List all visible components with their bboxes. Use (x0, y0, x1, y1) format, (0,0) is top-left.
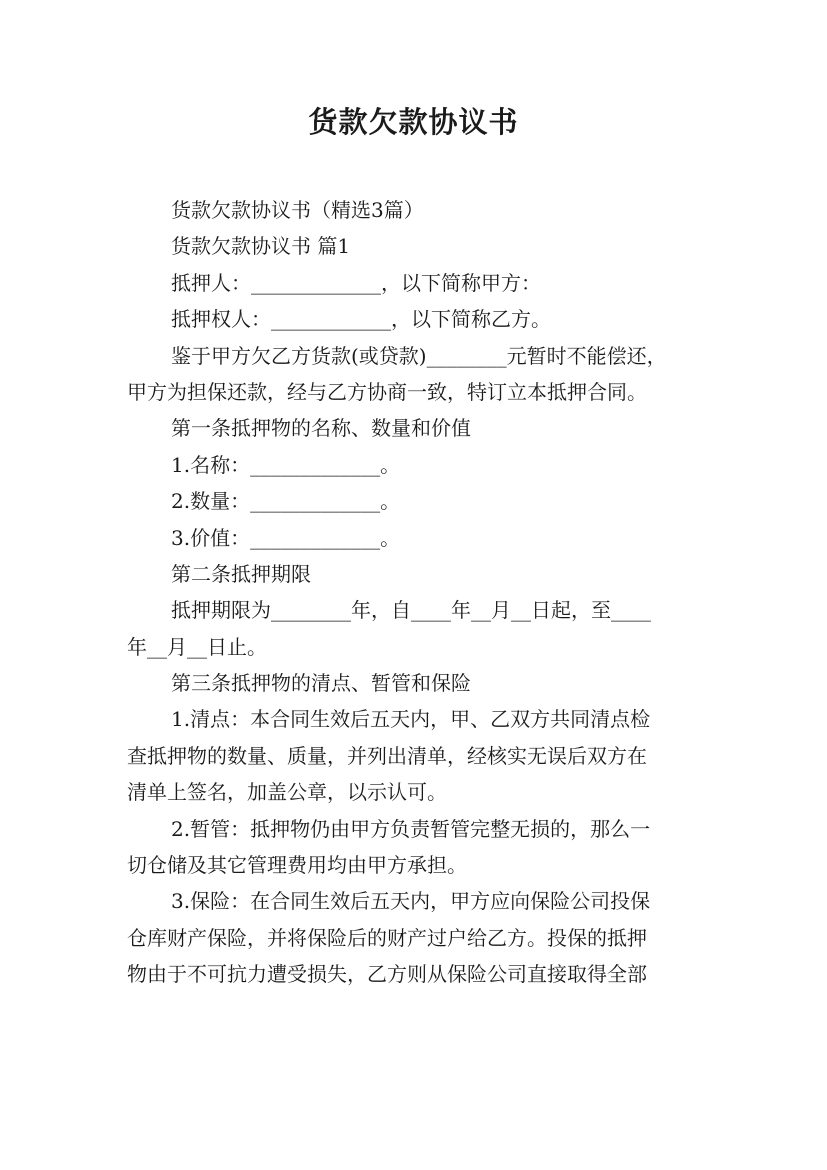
list-item: 3.价值：_____________。 (171, 525, 401, 550)
article-heading: 第三条抵押物的清点、暂管和保险 (171, 671, 471, 696)
list-item: 3.保险：在合同生效后五天内，甲方应向保险公司投保 (171, 889, 651, 914)
paragraph-line: 甲方为担保还款，经与乙方协商一致，特订立本抵押合同。 (127, 379, 647, 404)
paragraph-line: 物由于不可抗力遭受损失，乙方则从保险公司直接取得全部 (127, 962, 647, 987)
paragraph-line: 年__月__日止。 (127, 634, 267, 659)
document-title: 货款欠款协议书 (308, 105, 519, 139)
paragraph-line: 抵押期限为________年，自____年__月__日起，至____ (171, 598, 651, 623)
list-item: 2.数量：_____________。 (171, 489, 401, 514)
paragraph-line: 鉴于甲方欠乙方货款(或贷款)________元暂时不能偿还， (171, 343, 667, 368)
article-heading: 第二条抵押期限 (171, 561, 311, 586)
paragraph-line: 抵押权人：____________，以下简称乙方。 (171, 307, 551, 332)
list-item: 1.清点：本合同生效后五天内，甲、乙双方共同清点检 (171, 707, 651, 732)
section-heading: 货款欠款协议书 篇1 (171, 234, 351, 259)
paragraph-line: 抵押人：_____________，以下简称甲方： (171, 270, 541, 295)
paragraph-line: 查抵押物的数量、质量，并列出清单，经核实无误后双方在 (127, 743, 647, 768)
document-body (127, 192, 713, 993)
subtitle-line: 货款欠款协议书（精选3篇） (171, 198, 424, 222)
article-heading: 第一条抵押物的名称、数量和价值 (171, 416, 471, 441)
list-item: 1.名称：_____________。 (171, 452, 401, 477)
paragraph-line: 切仓储及其它管理费用均由甲方承担。 (127, 853, 467, 878)
paragraph-line: 仓库财产保险，并将保险后的财产过户给乙方。投保的抵押 (127, 925, 647, 950)
list-item: 2.暂管：抵押物仍由甲方负责暂管完整无损的，那么一 (171, 816, 651, 841)
paragraph-line: 清单上签名，加盖公章，以示认可。 (127, 780, 447, 805)
